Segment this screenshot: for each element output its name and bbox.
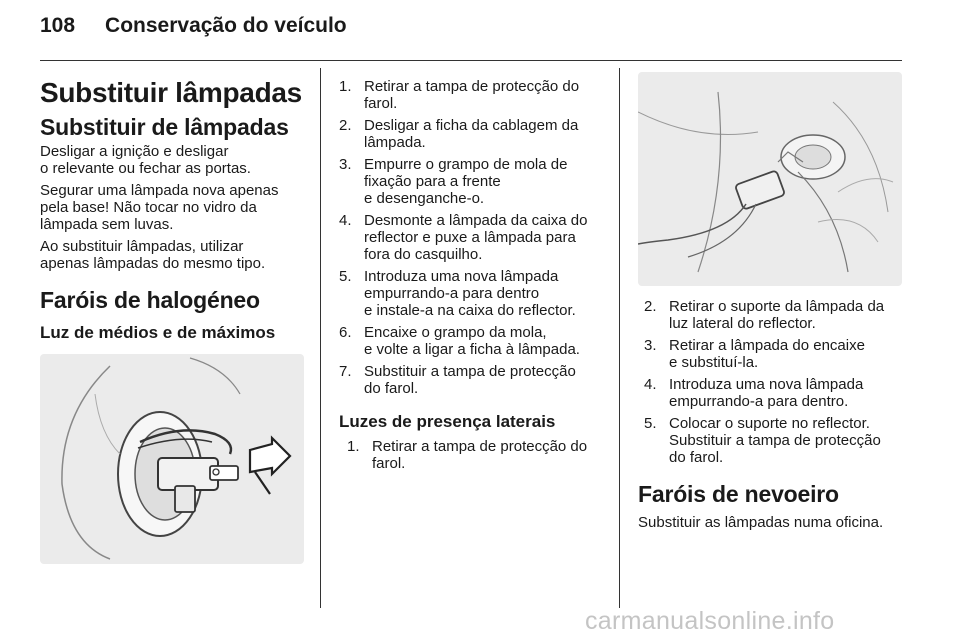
subsubsection-title: Luzes de presença laterais [339, 412, 556, 431]
headlamp-bulb-illustration [40, 354, 304, 564]
headlamp-bulb-drawing [40, 354, 304, 564]
list-item: 5. Introduza uma nova lâmpada empurrando-a para dentro e instale-a na caixa do reflector. [339, 268, 576, 319]
list-item: 3. Retirar a lâmpada do encaixe e substituí-la. [644, 337, 865, 371]
header-rule [40, 60, 902, 61]
paragraph: Segurar uma lâmpada nova apenas pela base! Não tocar no vidro da lâmpada sem luvas. [40, 182, 279, 233]
column-1 [40, 72, 306, 564]
steps-list [339, 438, 605, 472]
column-divider [320, 68, 321, 608]
page-header [40, 14, 347, 46]
list-item: 2. Desligar a ficha da cablagem da lâmpada. [339, 117, 579, 151]
list-item: 1. Retirar a tampa de protecção do farol. [347, 438, 588, 472]
column-divider [619, 68, 620, 608]
column-3 [638, 72, 904, 531]
list-item: 6. Encaixe o grampo da mola, e volte a ligar a ficha à lâmpada. [339, 324, 580, 358]
subsection-title: Faróis de nevoeiro [638, 481, 839, 507]
subsection-title: Faróis de halogéneo [40, 287, 260, 313]
steps-list [638, 298, 904, 466]
list-item: 2. Retirar o suporte da lâmpada da luz lateral do reflector. [644, 298, 885, 332]
chapter-title: Conservação do veículo [105, 14, 347, 37]
side-light-illustration [638, 72, 902, 286]
column-2 [339, 72, 605, 472]
list-item: 7. Substituir a tampa de protecção do farol. [339, 363, 576, 397]
paragraph: Ao substituir lâmpadas, utilizar apenas lâmpadas do mesmo tipo. [40, 238, 266, 272]
list-item: 3. Empurre o grampo de mola de fixação para a frente e desenganche-o. [339, 156, 568, 207]
steps-list [339, 78, 605, 397]
list-item: 4. Desmonte a lâmpada da caixa do reflector e puxe a lâmpada para fora do casquilho. [339, 212, 588, 263]
watermark-text: carmanualsonline.info [585, 607, 835, 635]
subsection-title: Substituir de lâmpadas [40, 114, 289, 140]
subsubsection-title: Luz de médios e de máximos [40, 323, 276, 342]
paragraph: Desligar a ignição e desligar o relevante ou fechar as portas. [40, 143, 251, 177]
side-light-drawing [638, 72, 902, 286]
paragraph: Substituir as lâmpadas numa oficina. [638, 514, 884, 531]
list-item: 4. Introduza uma nova lâmpada empurrando-a para dentro. [644, 376, 864, 410]
list-item: 1. Retirar a tampa de protecção do farol. [339, 78, 580, 112]
page-number: 108 [40, 14, 76, 37]
list-item: 5. Colocar o suporte no reflector. Substituir a tampa de protecção do farol. [644, 415, 881, 466]
section-title: Substituir lâmpadas [40, 77, 302, 108]
